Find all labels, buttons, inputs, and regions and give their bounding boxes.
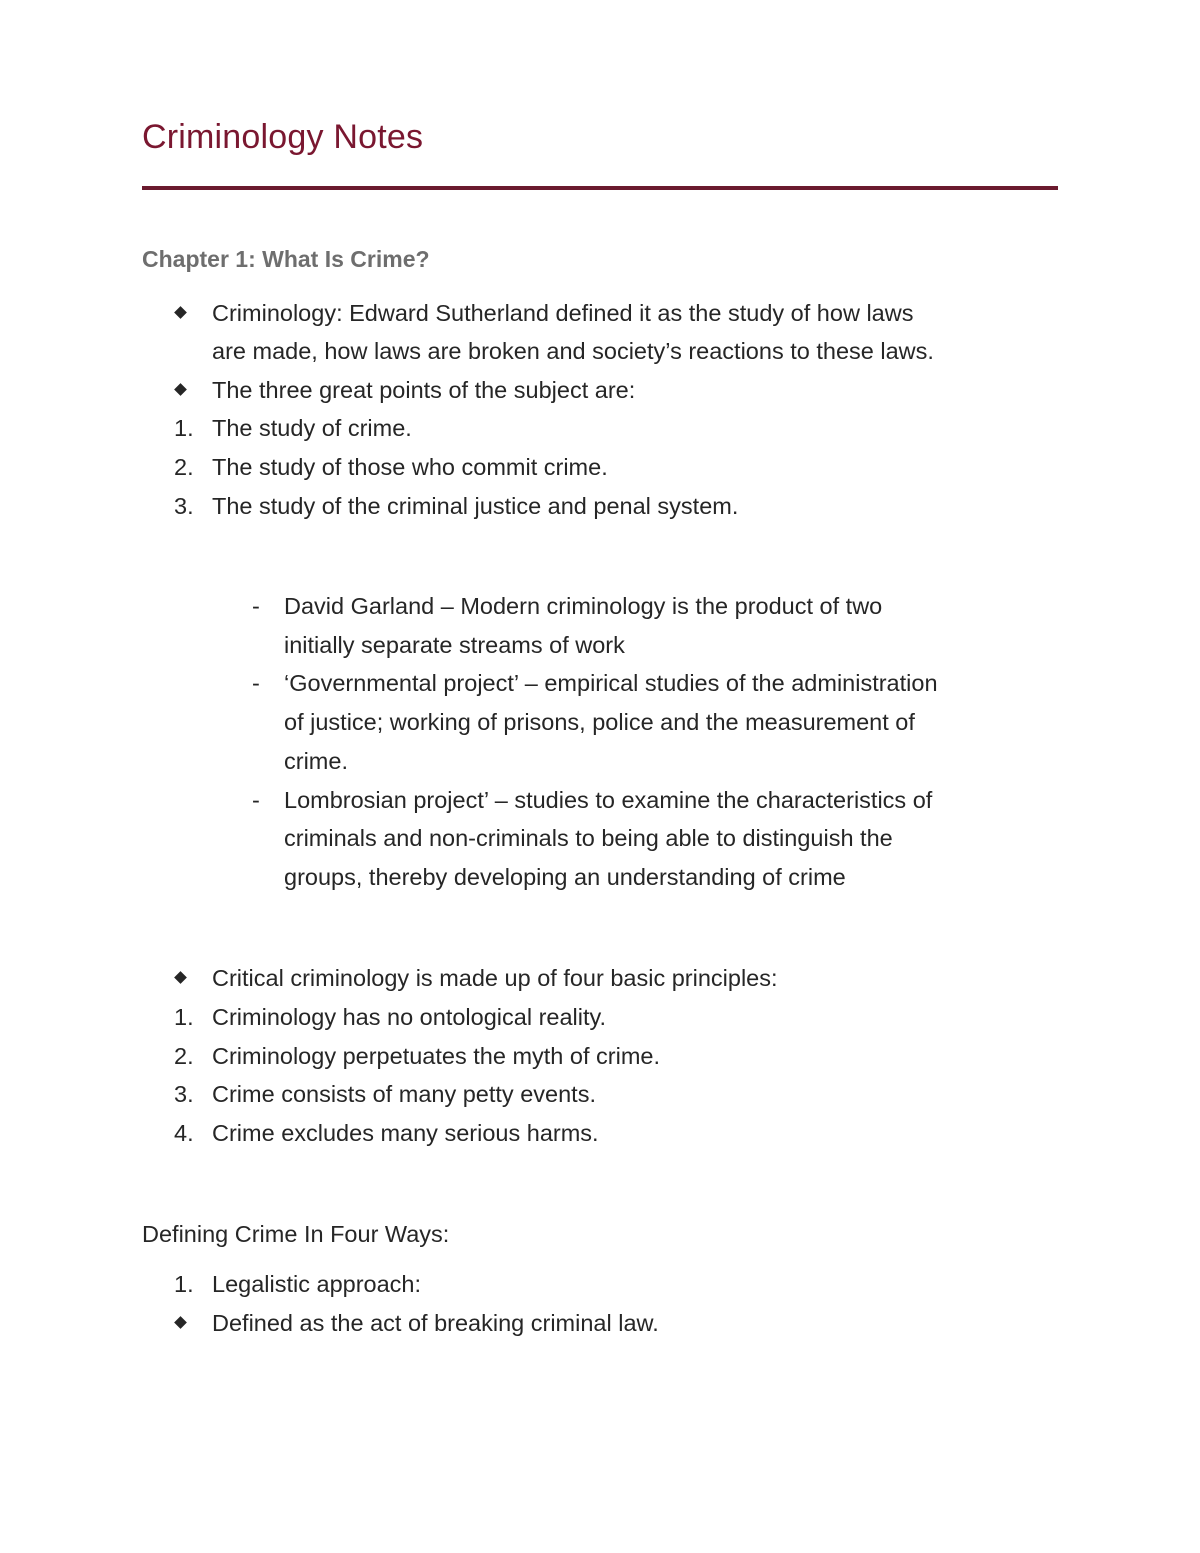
dash-item-text-continuation: criminals and non-criminals to being able to distinguish the [284, 825, 893, 851]
bullet-text-continuation: are made, how laws are broken and society’s reactions to these laws. [212, 338, 934, 364]
document-title: Criminology Notes [142, 118, 424, 156]
list-item: The study of crime. [212, 415, 412, 441]
section-heading: Defining Crime In Four Ways: [142, 1221, 450, 1247]
list-item: Crime consists of many petty events. [212, 1081, 596, 1107]
dash-item-text-continuation: of justice; working of prisons, police and the measurement of [284, 709, 915, 735]
list-number: 3. [174, 1081, 194, 1107]
dash-item-text-continuation: crime. [284, 748, 348, 774]
list-number: 1. [174, 1004, 194, 1030]
list-item: Criminology perpetuates the myth of crime. [212, 1043, 660, 1069]
list-item: Legalistic approach: [212, 1271, 422, 1297]
list-number: 4. [174, 1120, 194, 1146]
bullet-text: Critical criminology is made up of four basic principles: [212, 965, 778, 991]
list-item: The study of those who commit crime. [212, 454, 608, 480]
bullet-icon [174, 306, 187, 319]
dash-item-text: ‘Governmental project’ – empirical studies of the administration [284, 670, 938, 696]
bullet-icon [174, 383, 187, 396]
dash-marker: - [252, 787, 260, 813]
dash-marker: - [252, 593, 260, 619]
dash-item-text: David Garland – Modern criminology is the product of two [284, 593, 883, 619]
list-item: The study of the criminal justice and penal system. [212, 493, 739, 519]
title-rule [142, 186, 1058, 190]
list-number: 1. [174, 415, 194, 441]
list-number: 3. [174, 493, 194, 519]
bullet-text: Criminology: Edward Sutherland defined it as the study of how laws [212, 300, 914, 326]
dash-item-text-continuation: initially separate streams of work [284, 632, 625, 658]
list-number: 2. [174, 454, 194, 480]
list-item: Criminology has no ontological reality. [212, 1004, 607, 1030]
dash-item-text-continuation: groups, thereby developing an understanding of crime [284, 864, 846, 890]
list-number: 2. [174, 1043, 194, 1069]
bullet-text: Defined as the act of breaking criminal law. [212, 1310, 659, 1336]
list-number: 1. [174, 1271, 194, 1297]
chapter-heading: Chapter 1: What Is Crime? [142, 246, 430, 272]
dash-marker: - [252, 670, 260, 696]
list-item: Crime excludes many serious harms. [212, 1120, 599, 1146]
bullet-icon [174, 1316, 187, 1329]
bullet-text: The three great points of the subject are: [212, 377, 636, 403]
bullet-icon [174, 971, 187, 984]
dash-item-text: Lombrosian project’ – studies to examine the characteristics of [284, 787, 933, 813]
